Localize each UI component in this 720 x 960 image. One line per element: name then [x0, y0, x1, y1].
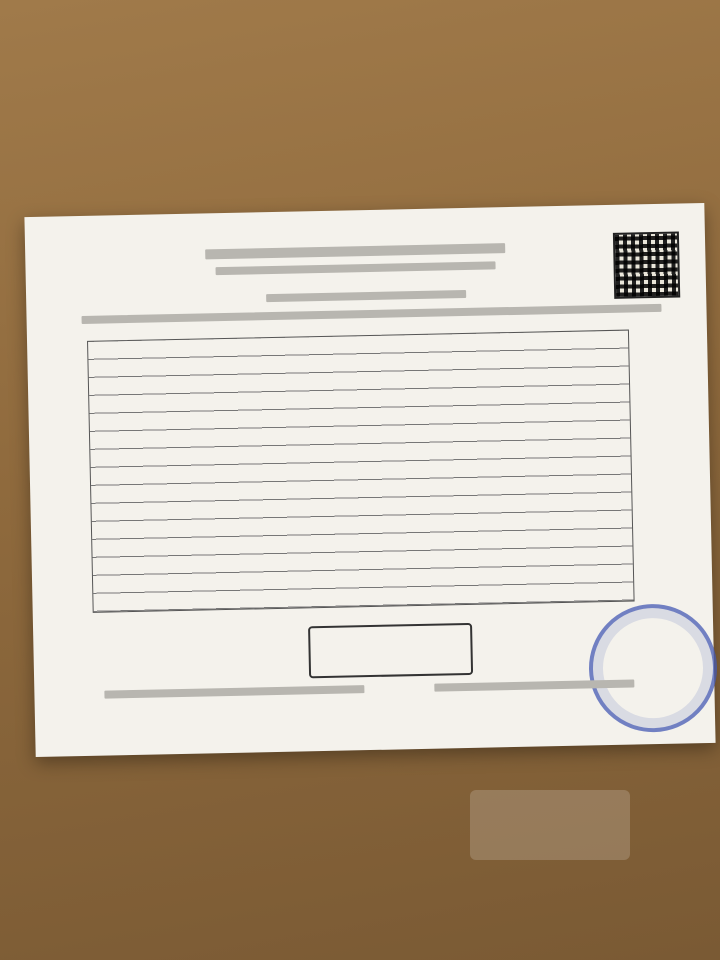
header-text-block — [216, 261, 496, 275]
section-title-block — [266, 290, 466, 302]
electronic-signature-stamp — [308, 623, 473, 678]
watermark — [470, 790, 630, 860]
round-seal — [588, 603, 719, 734]
request-text-block — [82, 304, 662, 324]
property-data-table — [87, 330, 635, 613]
header-text-block — [205, 243, 505, 259]
qr-code — [613, 231, 680, 298]
footer-text-block — [104, 685, 364, 698]
document-sheet — [24, 203, 715, 757]
